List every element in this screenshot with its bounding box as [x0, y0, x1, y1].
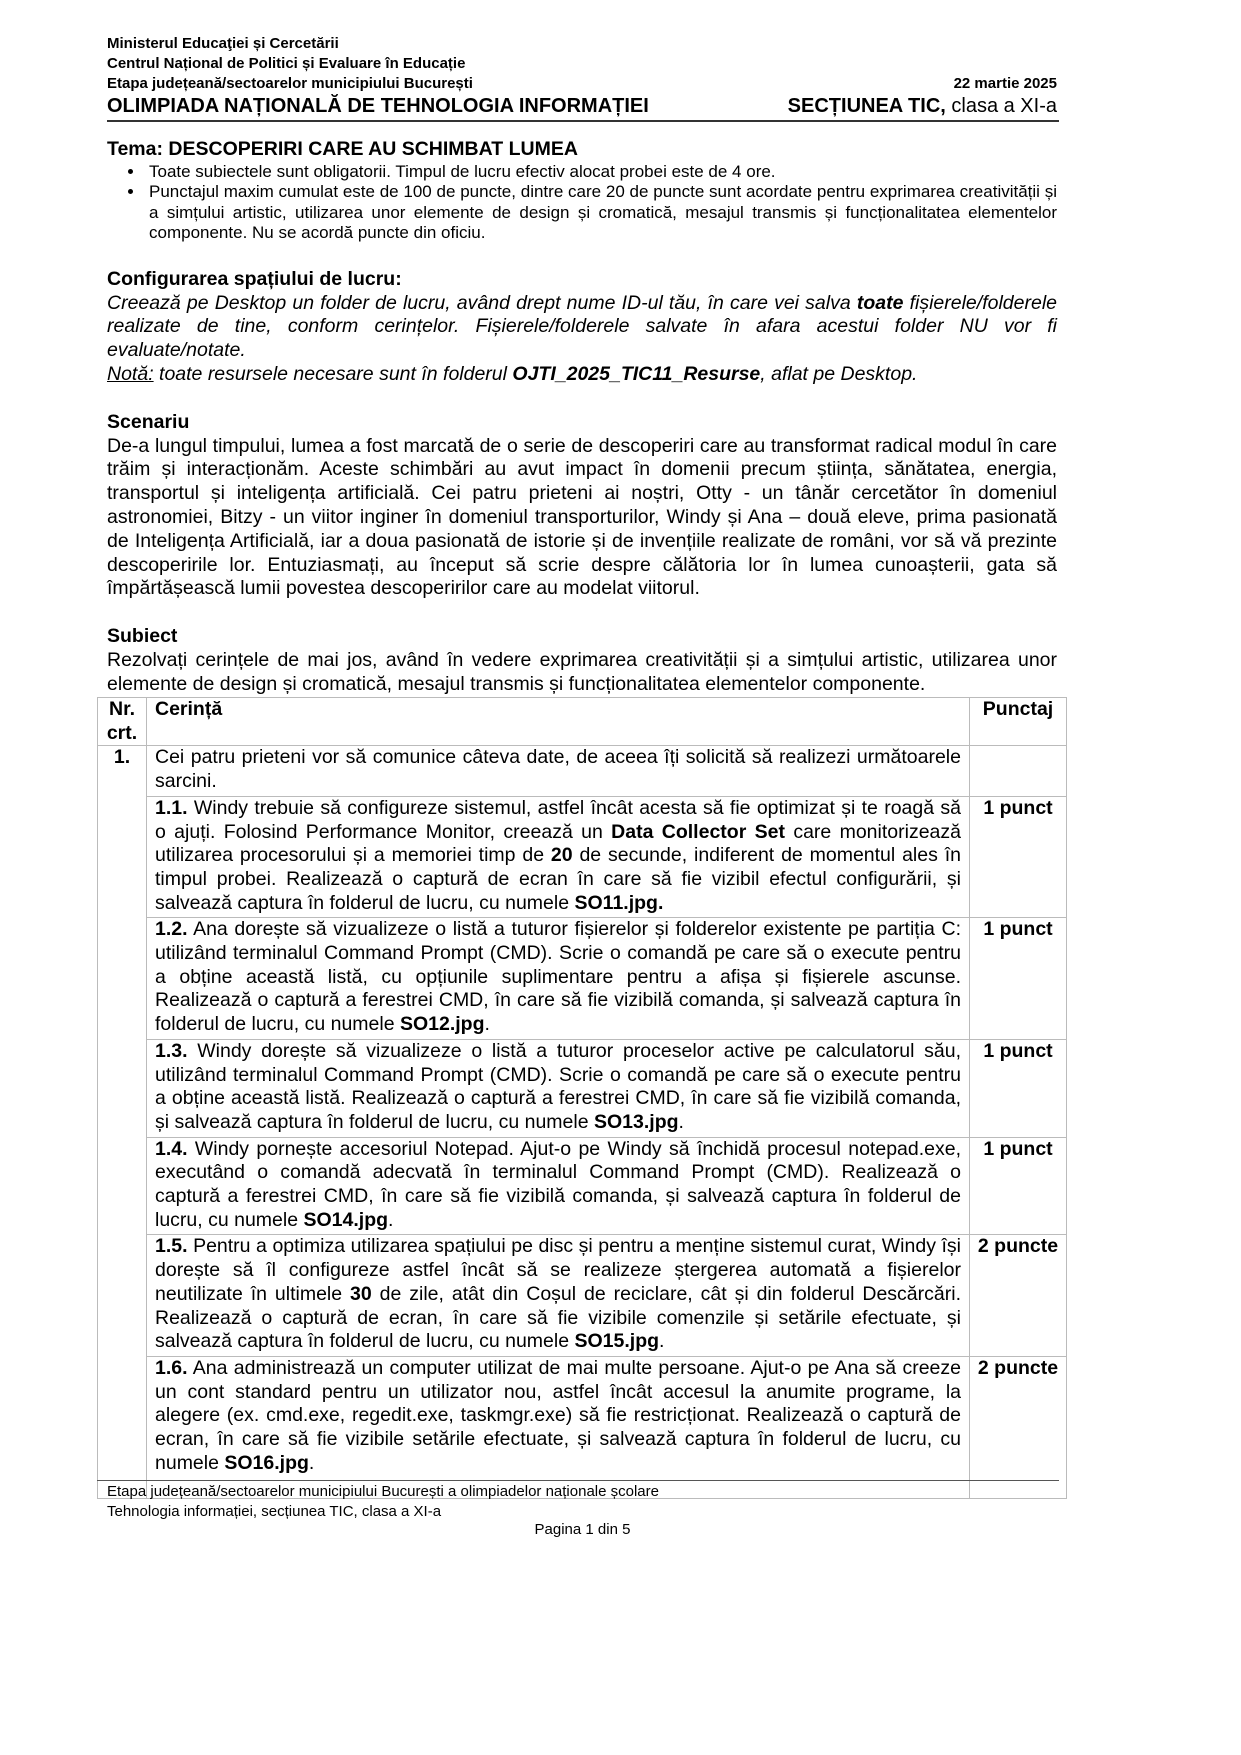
points-value: 2 puncte	[970, 1235, 1067, 1357]
table-header-row	[98, 698, 1067, 746]
theme-label: Tema:	[107, 138, 163, 160]
points-value: 1 punct	[970, 1039, 1067, 1137]
subject-text: Rezolvați cerințele de mai jos, având în vedere exprimarea creativității și a simțului artistic, utilizarea unor elemente de design și cromatică, mesajul transmis și funcționalitatea elementelor componente.	[107, 648, 1057, 695]
olympiad-title: OLIMPIADA NAȚIONALĂ DE TEHNOLOGIA INFORMAȚIEI	[107, 95, 649, 117]
section-label: SECȚIUNEA TIC,	[787, 95, 946, 117]
table-row	[98, 1137, 1067, 1235]
points-value: 2 puncte	[970, 1356, 1067, 1498]
requirement-text: 1.4.	[155, 1137, 188, 1160]
ministry-name: Ministerul Educaţiei și Cercetării	[107, 35, 339, 52]
table-row	[98, 1039, 1067, 1137]
row-points	[970, 746, 1067, 796]
class-label: clasa a XI-a	[945, 95, 1057, 117]
header-points: Punctaj	[970, 698, 1067, 746]
requirement-text: 1.3.	[155, 1039, 188, 1062]
requirement-text: Windy pornește accesoriul Notepad. Ajut-o pe Windy să închidă procesul notepad.exe, executând o comandă adecvată în terminalul Command Prompt (CMD). Realizează o captură a ferestrei CMD, în care să fie vizibilă comanda, și salvează captura în folderul de lucru, cu numele	[155, 1137, 961, 1231]
points-value: 1 punct	[970, 796, 1067, 918]
requirement-text: Ana administrează un computer utilizat de mai multe persoane. Ajut-o pe Ana să creeze un cont standard pentru un utilizator nou, astfel încât accesul la anumite programe, la alegere (ex. cmd.exe, regedit.exe, taskmgr.exe) să fie restricționat. Realizează o captură de ecran, în care să fie vizibile setările efectuate, și salvează captura în folderul de lucru, cu numele	[155, 1356, 961, 1474]
requirement-text: 20	[550, 844, 573, 867]
document-header	[107, 34, 1057, 118]
requirement-text: SO14.jpg	[303, 1208, 389, 1231]
table-row	[98, 1235, 1067, 1357]
requirement-text: .	[388, 1208, 394, 1231]
rules-list	[107, 162, 1057, 244]
center-name: Centrul Național de Politici și Evaluare în Educație	[107, 55, 466, 72]
stage-name: Etapa județeană/sectoarelor municipiului București	[107, 75, 473, 92]
requirement-text: SO16.jpg	[224, 1451, 309, 1474]
requirement-text: 1.2.	[155, 918, 188, 941]
document-body	[107, 138, 1057, 697]
list-item: • Toate subiectele sunt obligatorii. Timpul de lucru efectiv alocat probei este de 4 ore.	[145, 162, 1057, 183]
requirement-text: de secunde, indiferent de momentul ales în timpul probei. Realizează o captură de ecran în care să fie vizibil efectul configurării, și salvează captura în folderul de lucru, cu numele	[155, 844, 961, 914]
requirement-intro: Cei patru prieteni vor să comunice câteva date, de aceea îți solicită să realizezi următoarele sarcini.	[147, 746, 970, 796]
page-number: Pagina 1 din 5	[534, 1521, 631, 1538]
requirement-text: SO13.jpg	[594, 1110, 679, 1133]
document-footer	[107, 1482, 1057, 1522]
requirement-text: .	[484, 1013, 490, 1036]
subject-heading: Subiect	[107, 625, 178, 648]
scenario-text: De-a lungul timpului, lumea a fost marcată de o serie de descoperiri care au transformat radical modul în care trăim și interacționăm. Aceste schimbări au avut impact în domenii precum știința, sănătatea, energia, transportul și inteligența artificială. Cei patru prieteni ai noștri, Otty - un tânăr cercetător în domeniul astronomiei, Bitzy - un viitor inginer în domeniul transporturilor, Windy și Ana – două eleve, prima pasionată de Inteligența Artificială, iar a doua pasionată de istorie și de invențiile realizate de români, vor să vă prezinte descoperirile lor. Entuziasmați, au început să scrie despre călătoria lor în lumea cunoașterii, gata să împărtășească lumii povestea descoperirilor care au modelat viitorul.	[107, 434, 1057, 600]
requirement-text: Pentru a optimiza utilizarea spațiului pe disc și pentru a menține sistemul curat, Windy își dorește să îl configureze astfel încât să se realizeze ștergerea automată a fișierelor neutilizate în ultimele	[155, 1235, 961, 1305]
requirement-text: care monitorizează utilizarea procesorului și a memoriei timp de	[155, 820, 961, 867]
requirement-text: .	[678, 1110, 684, 1133]
requirement-text: SO12.jpg	[399, 1013, 485, 1036]
table-row	[98, 918, 1067, 1040]
workspace-instructions: Creează pe Desktop un folder de lucru, având drept nume ID-ul tău, în care vei salva toate fișierele/folderele realizate de tine, conform cerințelor. Fișierele/folderele salvate în afara acestui folder NU vor fi evaluate/notate.	[107, 291, 1057, 362]
list-item: • Punctajul maxim cumulat este de 100 de puncte, dintre care 20 de puncte sunt acordate pentru exprimarea creativității și a simțului artistic, utilizarea unor elemente de design și cromatică, mesajul transmis și funcționalitatea elementelor componente. Nu se acordă puncte din oficiu.	[145, 182, 1057, 244]
requirement-text: 1.1.	[155, 796, 188, 819]
theme-heading	[107, 138, 1057, 162]
exam-date: 22 martie 2025	[953, 75, 1057, 92]
header-requirement: Cerință	[147, 698, 970, 746]
workspace-heading: Configurarea spațiului de lucru:	[107, 267, 402, 290]
requirement-2	[147, 918, 970, 1040]
requirement-text: .	[659, 1330, 665, 1353]
row-number: 1.	[98, 746, 147, 1498]
requirement-1	[147, 796, 970, 918]
requirement-text: de zile, atât din Coșul de reciclare, cât și din folderul Descărcări. Realizează o captură de ecran, în care să fie vizibile comenzile și setările efectuate, și salvează captura în folderul de lucru, cu numele	[155, 1282, 961, 1353]
workspace-note: Notă: toate resursele necesare sunt în folderul OJTI_2025_TIC11_Resurse, aflat pe Desktop.	[107, 362, 918, 385]
requirement-3	[147, 1039, 970, 1137]
points-value: 1 punct	[970, 1137, 1067, 1235]
requirement-text: Windy trebuie să configureze sistemul, astfel încât acesta să fie optimizat și te roagă să o ajuți. Folosind Performance Monitor, creează un	[155, 796, 961, 843]
requirement-text: Data Collector Set	[611, 820, 785, 843]
requirements-table	[97, 697, 1067, 1499]
requirement-6	[147, 1356, 970, 1498]
requirement-text: 1.6.	[155, 1356, 188, 1379]
table-row	[98, 796, 1067, 918]
header-divider	[107, 120, 1059, 122]
requirement-text: .	[308, 1451, 315, 1474]
requirement-text: 1.5.	[155, 1235, 188, 1258]
requirement-text: SO15.jpg	[574, 1330, 660, 1353]
requirement-text: 30	[350, 1282, 372, 1305]
header-nr: Nr. crt.	[98, 698, 147, 746]
footer-line-1: Etapa județeană/sectoarelor municipiului București a olimpiadelor naționale școlare	[107, 1483, 659, 1500]
requirement-4	[147, 1137, 970, 1235]
scenario-heading: Scenariu	[107, 410, 190, 433]
footer-divider	[97, 1480, 1059, 1481]
requirement-text: Windy dorește să vizualizeze o listă a tuturor proceselor active pe calculatorul său, utilizând terminalul Command Prompt (CMD). Scrie o comandă pe care să o execute pentru a obține această listă. Realizează o captură a ferestrei CMD, în care să fie vizibilă comanda, și salvează captura în folderul de lucru, cu numele	[155, 1039, 961, 1133]
requirement-text: Ana dorește să vizualizeze o listă a tuturor fișierelor și folderelor existente pe partiția C: utilizând terminalul Command Prompt (CMD). Scrie o comandă pe care să o execute pentru a obține această listă, cu opțiunile suplimentare pentru a afișa și fișierele ascunse. Realizează o captură a ferestrei CMD, în care să fie vizibilă comanda, și salvează captura în folderul de lucru, cu numele	[155, 918, 961, 1036]
table-row	[98, 1356, 1067, 1498]
requirement-5	[147, 1235, 970, 1357]
theme-title: DESCOPERIRI CARE AU SCHIMBAT LUMEA	[163, 138, 578, 160]
footer-line-2: Tehnologia informației, secțiunea TIC, clasa a XI-a	[107, 1503, 442, 1520]
points-value: 1 punct	[970, 918, 1067, 1040]
requirement-text: SO11.jpg.	[574, 891, 664, 914]
table-row	[98, 746, 1067, 796]
